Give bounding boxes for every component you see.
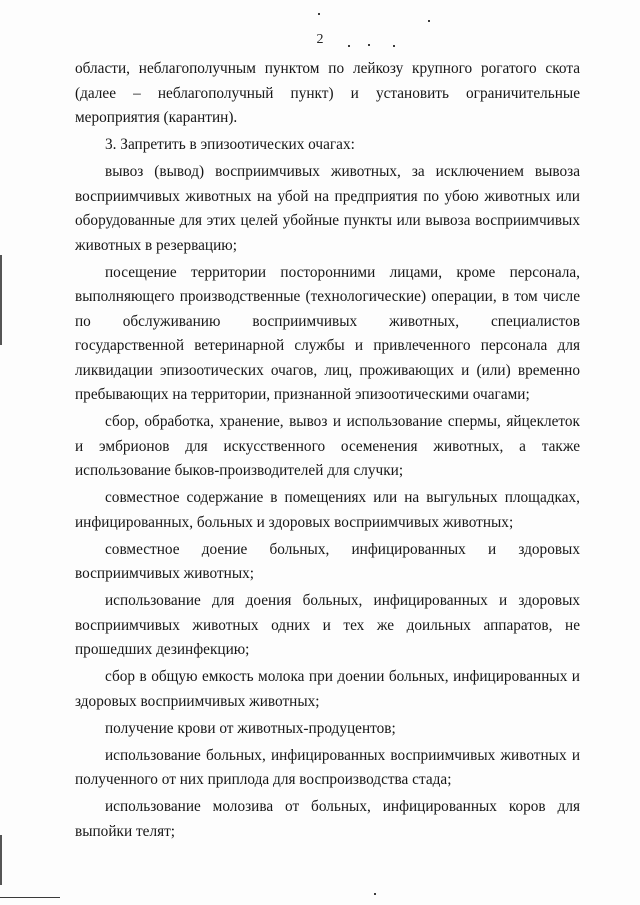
list-item: получение крови от животных-продуцентов; <box>105 719 396 737</box>
scan-speck <box>348 45 350 47</box>
list-item: использование больных, инфицированных восприимчивых животных и полученного от них приплода для воспроизводства стада; <box>75 746 580 788</box>
scan-edge <box>0 255 2 345</box>
paragraph-continuation: области, неблагополучным пунктом по лейкозу крупного рогатого скота (далее – неблагополучный пункт) и установить ограничительные мероприятия (карантин). <box>75 60 580 126</box>
list-item: сбор, обработка, хранение, вывоз и использование спермы, яйцеклеток и эмбрионов для искусственного осеменения животных, а также использование быков-производителей для случки; <box>75 413 580 479</box>
scan-edge <box>0 897 60 898</box>
scan-speck <box>374 893 376 895</box>
scan-speck <box>368 44 370 46</box>
scan-speck <box>428 20 430 22</box>
list-item: вывоз (вывод) восприимчивых животных, за исключением вывоза восприимчивых животных на убой на предприятия по убою животных или оборудованные для этих целей убойные пункты или вывоза восприимчивых животных в резервацию; <box>75 163 580 254</box>
list-item: совместное доение больных, инфицированных и здоровых восприимчивых животных; <box>75 540 580 582</box>
list-item: совместное содержание в помещениях или на выгульных площадках, инфицированных, больных и здоровых восприимчивых животных; <box>75 489 580 531</box>
page-number: 2 <box>316 32 324 47</box>
list-item: сбор в общую емкость молока при доении больных, инфицированных и здоровых восприимчивых животных; <box>75 668 580 710</box>
list-item: посещение территории посторонними лицами, кроме персонала, выполняющего производственные (технологические) операции, в том числе по обслуживанию восприимчивых животных, специалистов государственной ветеринарной службы и привлеченного персонала для ликвидации эпизоотических очагов, лиц, проживающих и (или) временно пребывающих на территории, признанной эпизоотическими очагами; <box>75 263 580 403</box>
section-heading: 3. Запретить в эпизоотических очагах: <box>105 136 355 153</box>
document-body <box>75 57 580 847</box>
list-item: использование для доения больных, инфицированных и здоровых восприимчивых животных одних и тех же доильных аппаратов, не прошедших дезинфекцию; <box>75 592 580 658</box>
scan-speck <box>393 45 395 47</box>
scan-speck <box>318 13 320 15</box>
scan-edge <box>0 835 2 885</box>
list-item: использование молозива от больных, инфицированных коров для выпойки телят; <box>75 798 580 840</box>
